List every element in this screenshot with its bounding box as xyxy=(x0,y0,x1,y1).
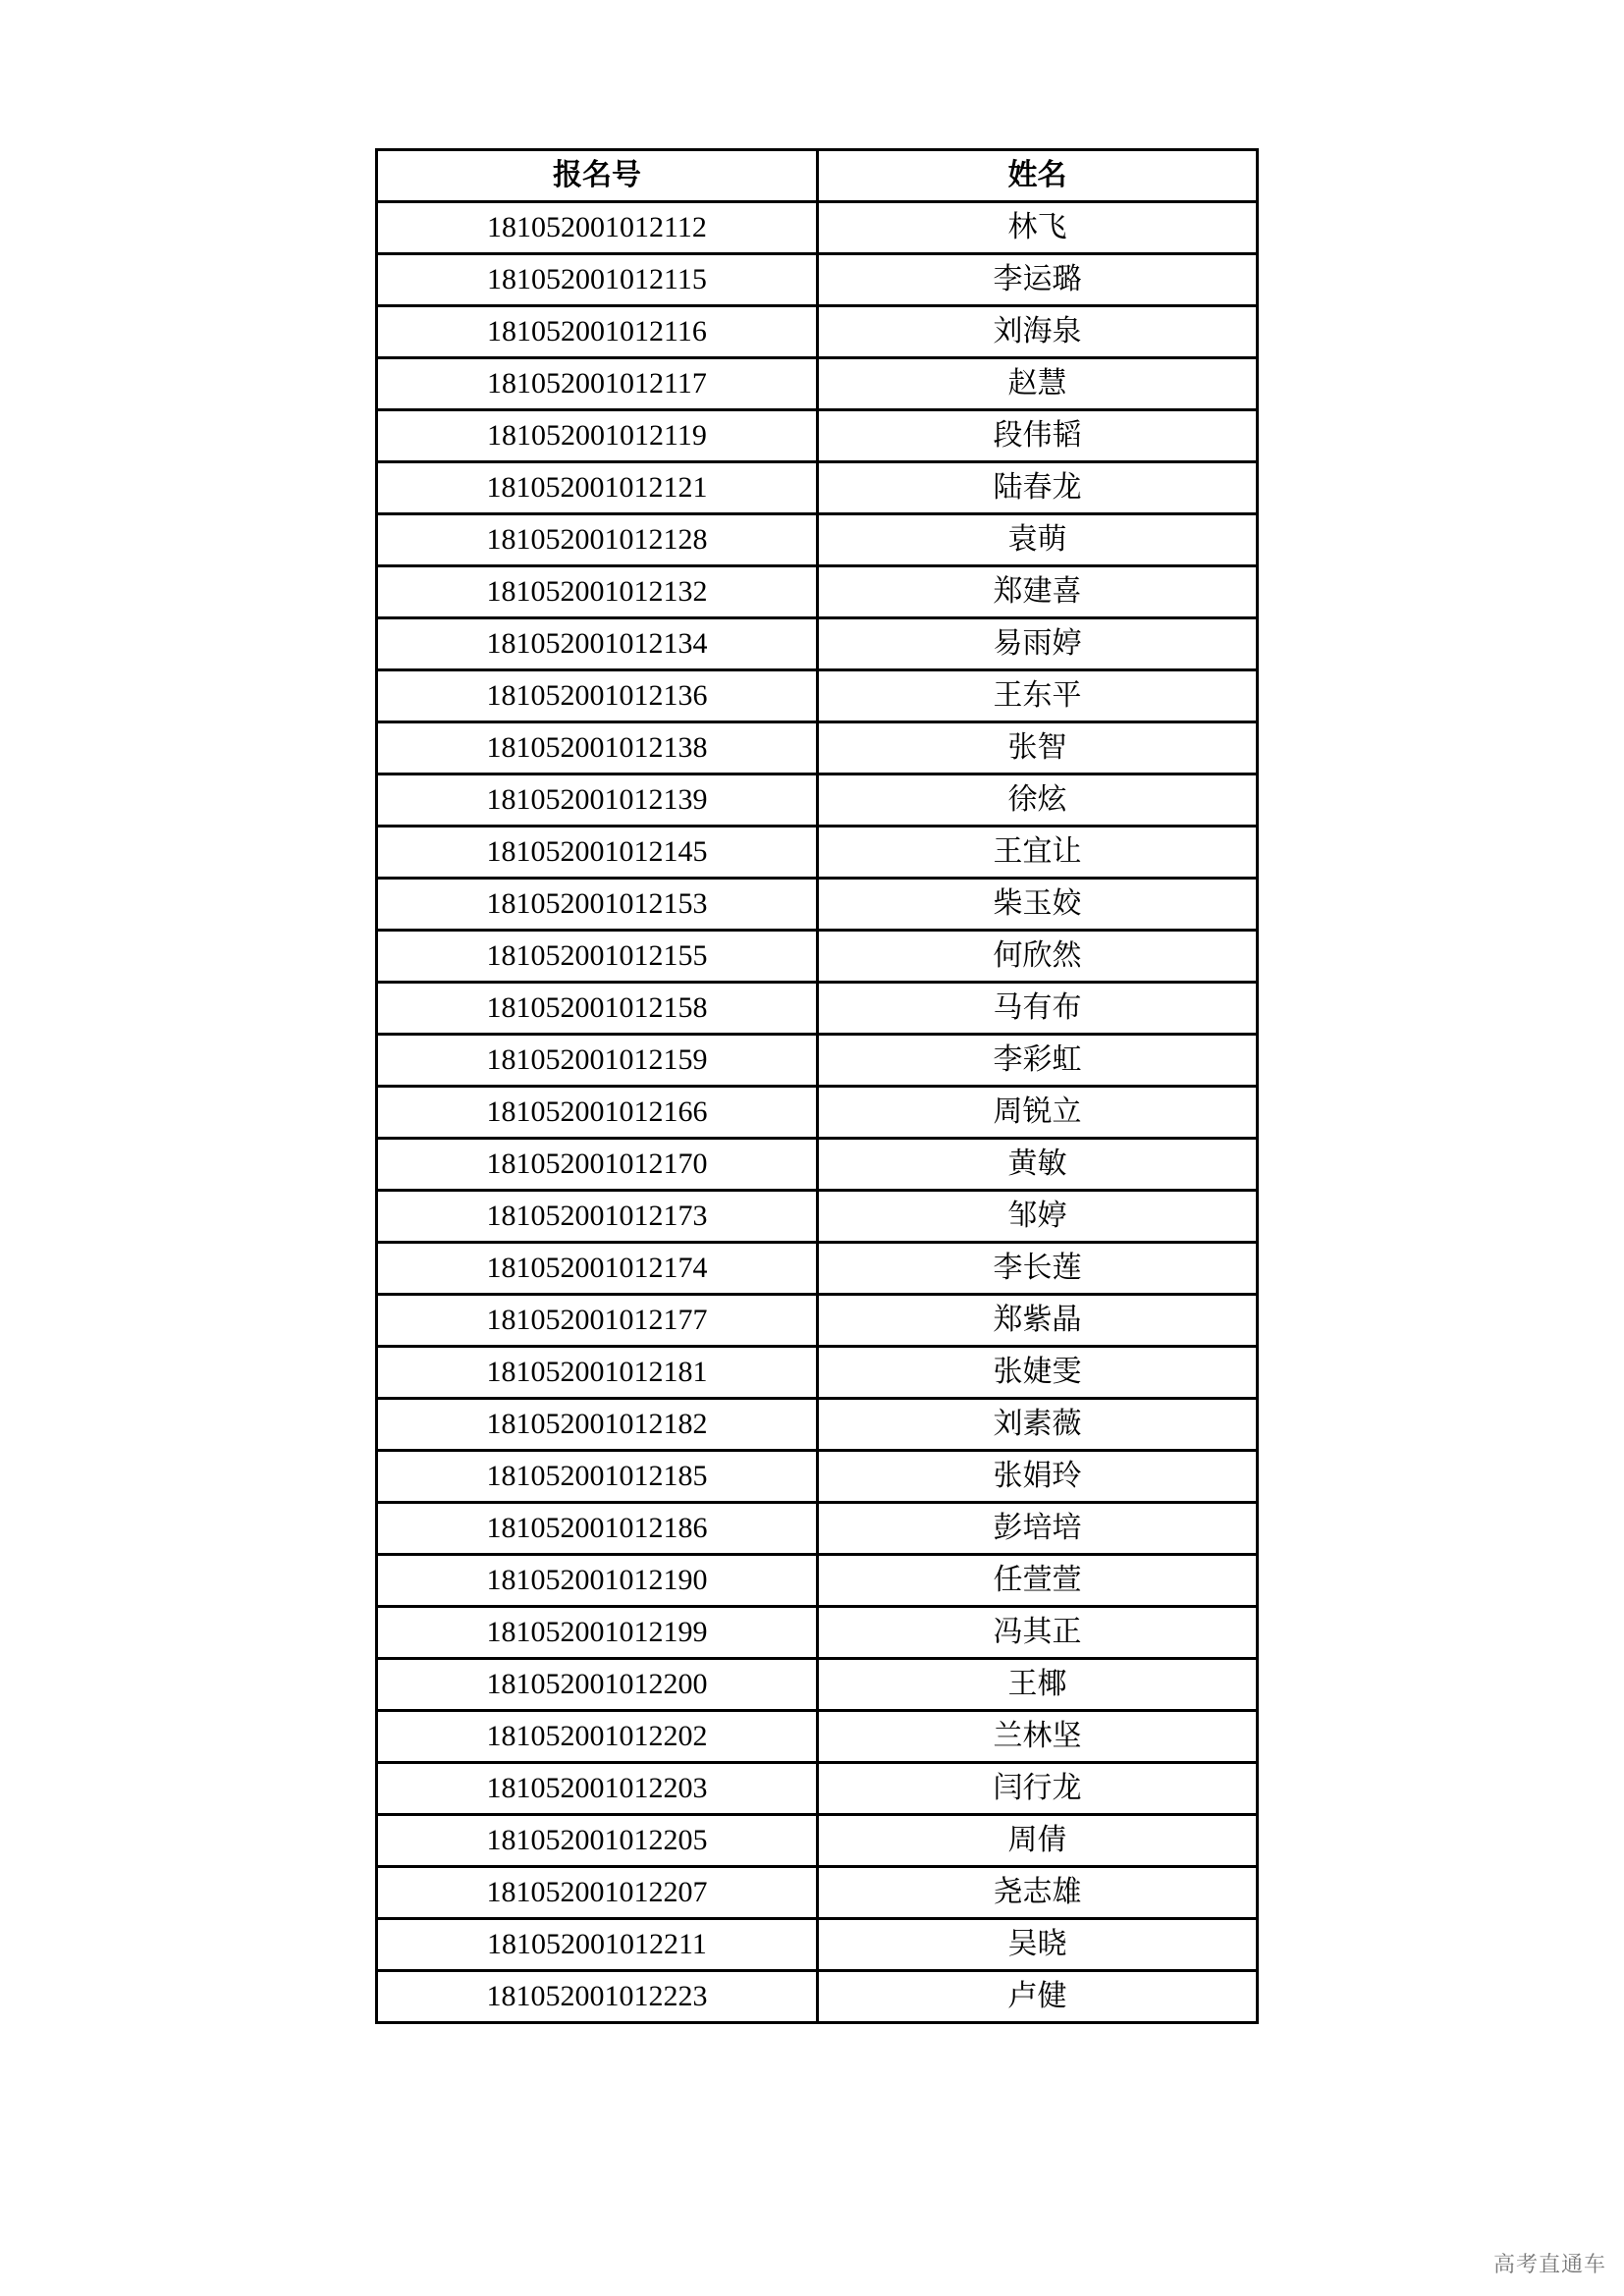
registration-number-cell: 181052001012181 xyxy=(377,1347,818,1399)
registration-number-cell: 181052001012116 xyxy=(377,306,818,358)
registration-number-cell: 181052001012182 xyxy=(377,1399,818,1451)
registration-number-cell: 181052001012117 xyxy=(377,358,818,410)
registration-number-cell: 181052001012190 xyxy=(377,1555,818,1607)
table-row xyxy=(377,1243,1258,1295)
name-cell: 马有布 xyxy=(818,983,1258,1035)
name-cell: 赵慧 xyxy=(818,358,1258,410)
table-row xyxy=(377,1867,1258,1919)
table-row xyxy=(377,983,1258,1035)
watermark-text: 高考直通车 xyxy=(1492,2253,1606,2277)
name-cell: 黄敏 xyxy=(818,1139,1258,1191)
registration-number-cell: 181052001012186 xyxy=(377,1503,818,1555)
table-row xyxy=(377,1763,1258,1815)
registration-number-cell: 181052001012128 xyxy=(377,514,818,566)
registration-number-cell: 181052001012200 xyxy=(377,1659,818,1711)
table-row xyxy=(377,879,1258,931)
table-row xyxy=(377,1607,1258,1659)
registration-number-cell: 181052001012136 xyxy=(377,670,818,722)
name-cell: 郑紫晶 xyxy=(818,1295,1258,1347)
name-cell: 林飞 xyxy=(818,202,1258,254)
name-cell: 李彩虹 xyxy=(818,1035,1258,1087)
table-header-row xyxy=(377,150,1258,202)
applicant-table xyxy=(375,148,1259,2024)
registration-number-cell: 181052001012166 xyxy=(377,1087,818,1139)
table-row xyxy=(377,1555,1258,1607)
header-name: 姓名 xyxy=(818,150,1258,202)
name-cell: 闫行龙 xyxy=(818,1763,1258,1815)
registration-number-cell: 181052001012134 xyxy=(377,618,818,670)
name-cell: 张智 xyxy=(818,722,1258,774)
name-cell: 柴玉姣 xyxy=(818,879,1258,931)
registration-number-cell: 181052001012170 xyxy=(377,1139,818,1191)
table-row xyxy=(377,618,1258,670)
table-row xyxy=(377,1919,1258,1971)
table-row xyxy=(377,1451,1258,1503)
header-registration-number: 报名号 xyxy=(377,150,818,202)
name-cell: 段伟韬 xyxy=(818,410,1258,462)
name-cell: 袁萌 xyxy=(818,514,1258,566)
table-row xyxy=(377,202,1258,254)
name-cell: 郑建喜 xyxy=(818,566,1258,618)
name-cell: 张婕雯 xyxy=(818,1347,1258,1399)
registration-number-cell: 181052001012119 xyxy=(377,410,818,462)
table-row xyxy=(377,1035,1258,1087)
table-row xyxy=(377,358,1258,410)
registration-number-cell: 181052001012132 xyxy=(377,566,818,618)
name-cell: 周锐立 xyxy=(818,1087,1258,1139)
name-cell: 易雨婷 xyxy=(818,618,1258,670)
registration-number-cell: 181052001012112 xyxy=(377,202,818,254)
name-cell: 刘素薇 xyxy=(818,1399,1258,1451)
table-row xyxy=(377,1295,1258,1347)
registration-number-cell: 181052001012185 xyxy=(377,1451,818,1503)
registration-number-cell: 181052001012223 xyxy=(377,1971,818,2023)
table-row xyxy=(377,1711,1258,1763)
table-row xyxy=(377,1139,1258,1191)
name-cell: 吴晓 xyxy=(818,1919,1258,1971)
table-row xyxy=(377,827,1258,879)
table-row xyxy=(377,1971,1258,2023)
name-cell: 王宜让 xyxy=(818,827,1258,879)
registration-number-cell: 181052001012199 xyxy=(377,1607,818,1659)
registration-number-cell: 181052001012155 xyxy=(377,931,818,983)
registration-number-cell: 181052001012202 xyxy=(377,1711,818,1763)
table-row xyxy=(377,462,1258,514)
registration-number-cell: 181052001012173 xyxy=(377,1191,818,1243)
table-row xyxy=(377,514,1258,566)
table-row xyxy=(377,254,1258,306)
name-cell: 徐炫 xyxy=(818,774,1258,827)
registration-number-cell: 181052001012138 xyxy=(377,722,818,774)
name-cell: 兰林坚 xyxy=(818,1711,1258,1763)
table-row xyxy=(377,931,1258,983)
table-row xyxy=(377,774,1258,827)
name-cell: 陆春龙 xyxy=(818,462,1258,514)
table-row xyxy=(377,1191,1258,1243)
registration-number-cell: 181052001012153 xyxy=(377,879,818,931)
name-cell: 卢健 xyxy=(818,1971,1258,2023)
table-row xyxy=(377,722,1258,774)
table-row xyxy=(377,1399,1258,1451)
name-cell: 周倩 xyxy=(818,1815,1258,1867)
name-cell: 彭培培 xyxy=(818,1503,1258,1555)
name-cell: 何欣然 xyxy=(818,931,1258,983)
registration-number-cell: 181052001012177 xyxy=(377,1295,818,1347)
name-cell: 邹婷 xyxy=(818,1191,1258,1243)
name-cell: 李运璐 xyxy=(818,254,1258,306)
registration-number-cell: 181052001012205 xyxy=(377,1815,818,1867)
table-row xyxy=(377,1087,1258,1139)
registration-number-cell: 181052001012203 xyxy=(377,1763,818,1815)
registration-number-cell: 181052001012145 xyxy=(377,827,818,879)
table-body xyxy=(377,202,1258,2023)
registration-number-cell: 181052001012207 xyxy=(377,1867,818,1919)
table-row xyxy=(377,306,1258,358)
name-cell: 冯其正 xyxy=(818,1607,1258,1659)
registration-number-cell: 181052001012174 xyxy=(377,1243,818,1295)
table-row xyxy=(377,566,1258,618)
table-row xyxy=(377,1815,1258,1867)
table-row xyxy=(377,1347,1258,1399)
registration-number-cell: 181052001012121 xyxy=(377,462,818,514)
table-row xyxy=(377,670,1258,722)
table-row xyxy=(377,410,1258,462)
registration-number-cell: 181052001012211 xyxy=(377,1919,818,1971)
registration-number-cell: 181052001012115 xyxy=(377,254,818,306)
registration-number-cell: 181052001012139 xyxy=(377,774,818,827)
registration-number-cell: 181052001012158 xyxy=(377,983,818,1035)
registration-number-cell: 181052001012159 xyxy=(377,1035,818,1087)
name-cell: 尧志雄 xyxy=(818,1867,1258,1919)
name-cell: 王东平 xyxy=(818,670,1258,722)
table-row xyxy=(377,1503,1258,1555)
name-cell: 张娟玲 xyxy=(818,1451,1258,1503)
name-cell: 任萱萱 xyxy=(818,1555,1258,1607)
name-cell: 王椰 xyxy=(818,1659,1258,1711)
name-cell: 刘海泉 xyxy=(818,306,1258,358)
table-row xyxy=(377,1659,1258,1711)
name-cell: 李长莲 xyxy=(818,1243,1258,1295)
